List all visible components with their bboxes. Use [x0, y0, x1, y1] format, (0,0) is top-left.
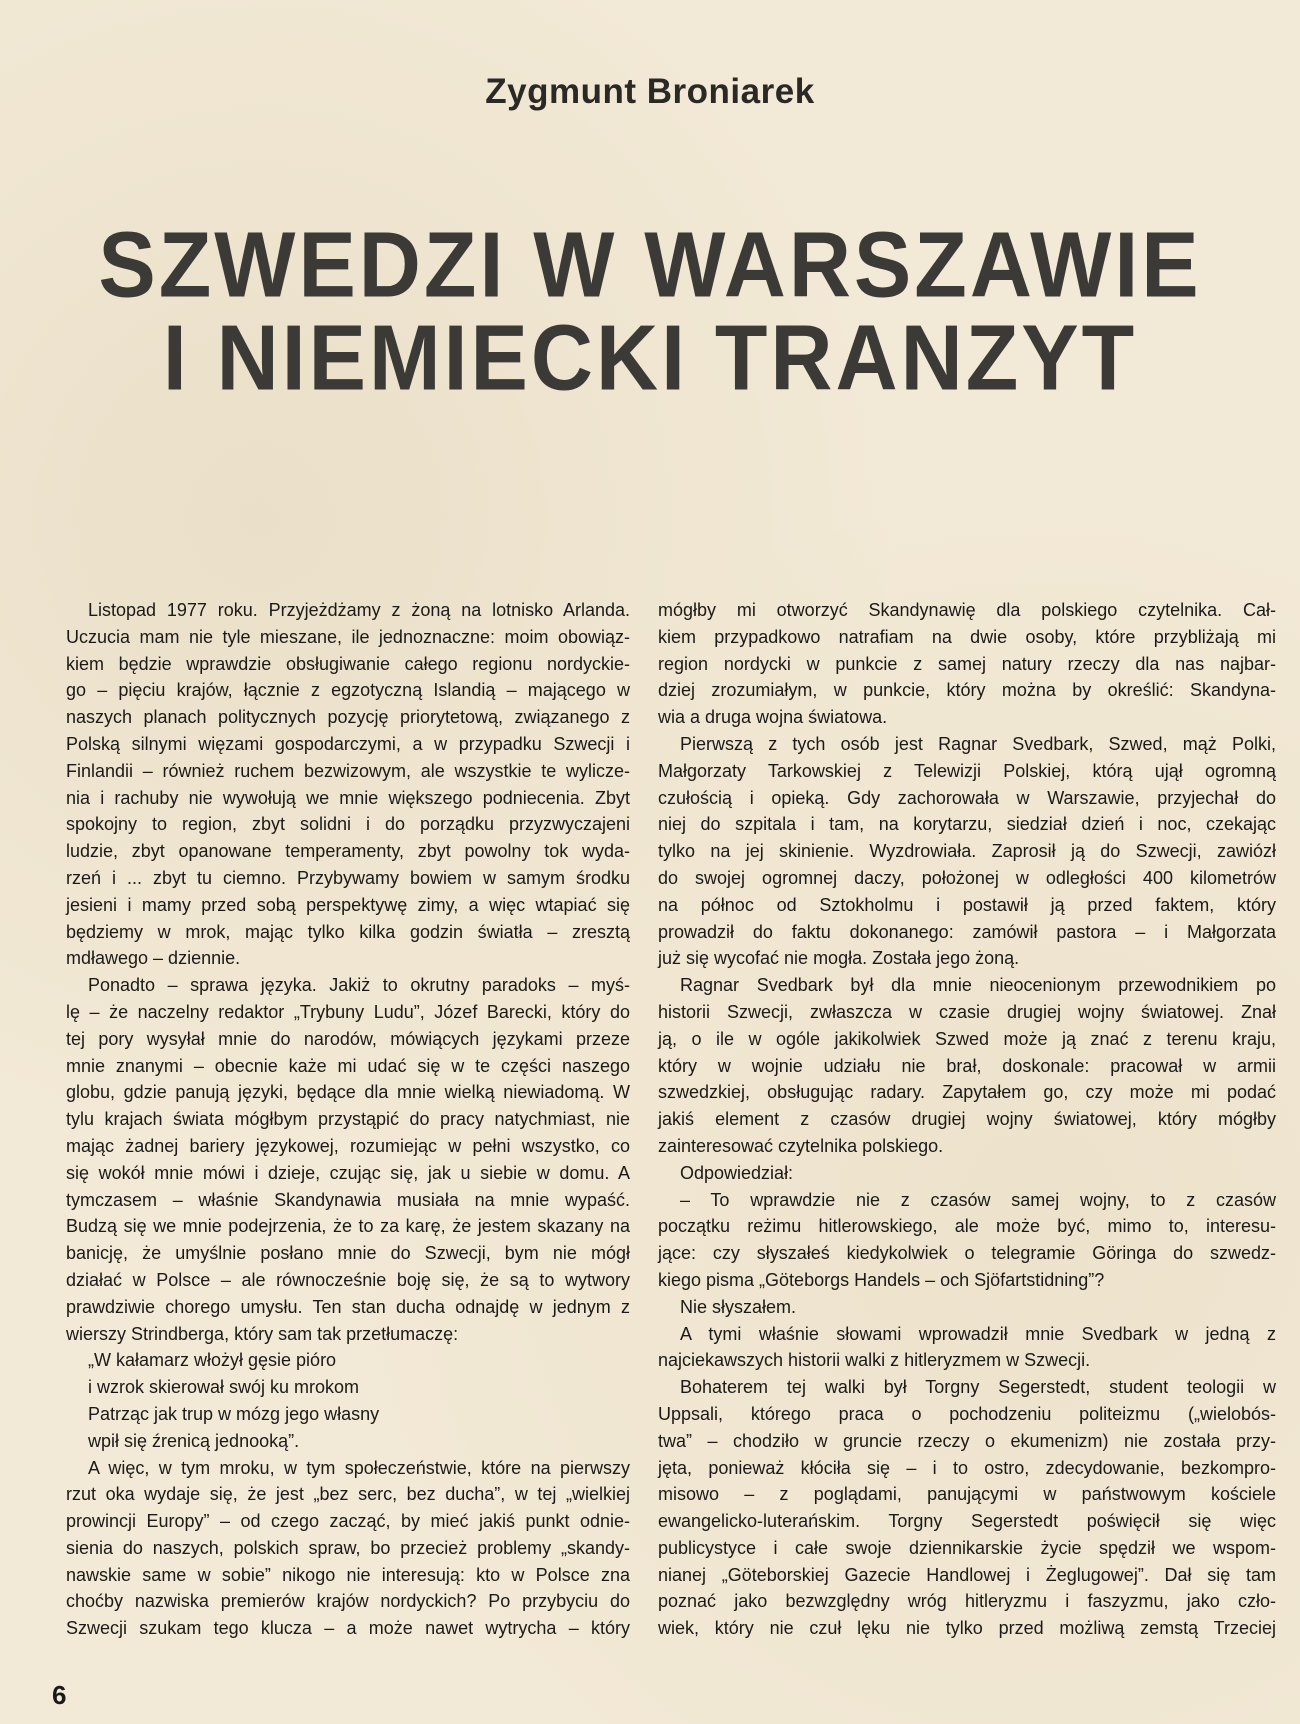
paragraph — [658, 1321, 1276, 1375]
text-line: mdławego – dziennie. — [66, 948, 241, 969]
text-column-right — [658, 597, 1276, 1642]
text-line: i wzrok skierował swój ku mrokom — [88, 1377, 360, 1398]
text-line: prowincji Europy” – od czego zacząć, by mieć jakiś punkt odnie- — [66, 1511, 630, 1532]
text-line: niej do szpitala i tam, na korytarzu, siedział dzień i noc, czekając — [658, 814, 1276, 835]
text-line: najciekawszych historii walki z hitleryzmem w Szwecji. — [658, 1350, 1091, 1371]
text-line: początku reżimu hitlerowskiego, ale może być, mimo to, interesu- — [658, 1216, 1276, 1237]
text-line: nawskie same w sobie” nikogo nie interesują: kto w Polsce zna — [66, 1564, 630, 1585]
text-line: Uczucia mam nie tyle mieszane, ile jednoznaczne: moim obowiąz- — [66, 626, 630, 647]
text-line: jakiś element z czasów drugiej wojny światowej, który mógłby — [658, 1109, 1276, 1130]
text-line: tylko na jej skinienie. Wyzdrowiała. Zaprosił ją do Szwecji, zawiózł — [658, 841, 1276, 862]
text-line: globu, gdzie panują języki, będące dla mnie wielką niewiadomą. W — [66, 1082, 630, 1103]
text-line: sienia do naszych, polskich spraw, bo przecież problemy „skandy- — [66, 1537, 630, 1558]
text-line: tymczasem – właśnie Skandynawia musiała na mnie wypaść. — [66, 1189, 630, 1210]
text-line: szwedzkiej, obsługując radary. Zapytałem go, czy może mi podać — [658, 1082, 1276, 1103]
paragraph — [658, 1160, 1276, 1187]
paragraph — [658, 731, 1276, 972]
text-line: tylu krajach świata mógłbym przystąpić do pracy natychmiast, nie — [66, 1109, 630, 1130]
text-line: jące: czy słyszałeś kiedykolwiek o telegramie Göringa do szwedz- — [658, 1243, 1276, 1264]
article-title-line-2: I NIEMIECKI TRANZYT — [162, 306, 1138, 410]
text-line: prawdziwie chorego umysłu. Ten stan ducha odnajdę w jednym z — [66, 1296, 630, 1317]
text-line: tej pory wysyłał mnie do narodów, mówiących językami przeze — [66, 1028, 630, 1049]
paragraph — [66, 1374, 630, 1401]
text-line: mógłby mi otworzyć Skandynawię dla polskiego czytelnika. Cał- — [658, 600, 1276, 620]
text-line: lę – że naczelny redaktor „Trybuny Ludu”, Józef Barecki, który do — [66, 1001, 630, 1022]
text-line: Pierwszą z tych osób jest Ragnar Svedbark, Szwed, mąż Polki, — [680, 733, 1276, 754]
text-line: Nie słyszałem. — [680, 1296, 797, 1317]
paragraph — [66, 1347, 630, 1374]
text-line: wpił się źrenicą jednooką”. — [88, 1430, 300, 1451]
text-line: jesieni i mamy przed sobą perspektywę zimy, a więc wtapiać się — [66, 894, 630, 915]
text-line: ją, o ile w ogóle jakikolwiek Szwed może ją znać z terenu kraju, — [658, 1028, 1276, 1049]
text-line: twa” – chodziło w gruncie rzeczy o ekumenizm) nie została przy- — [658, 1430, 1276, 1451]
article-title-line-1: SZWEDZI W WARSZAWIE — [98, 213, 1202, 317]
text-line: banicję, że umyślnie posłano mnie do Szwecji, bym nie mógł — [66, 1243, 630, 1264]
text-line: kiem przypadkowo natrafiam na dwie osoby, które przybliżają mi — [658, 626, 1276, 647]
text-line: ludzie, zbyt opanowane temperamenty, zbyt powolny tok wyda- — [66, 841, 630, 862]
text-line: który w wojnie udziału nie brał, doskonale: pracował w armii — [658, 1055, 1276, 1076]
paragraph — [66, 597, 630, 972]
text-line: kiem będzie wprawdzie obsługiwanie całego regionu nordyckie- — [66, 653, 630, 674]
text-line: A tymi właśnie słowami wprowadził mnie Svedbark w jedną z — [680, 1323, 1276, 1344]
paragraph — [658, 1187, 1276, 1294]
text-line: Uppsali, którego praca o pochodzeniu politeizmu („wielobós- — [658, 1403, 1276, 1424]
text-line: go – pięciu krajów, łącznie z egzotyczną Islandią – mającego w — [66, 680, 630, 701]
text-line: poznać jako bezwzględny wróg hitleryzmu i faszyzmu, jako czło- — [658, 1591, 1276, 1612]
text-line: na północ od Sztokholmu i postawił ją przed faktem, który — [658, 894, 1276, 915]
text-line: misowo – z poglądami, panującymi w państwowym kościele — [658, 1484, 1276, 1505]
text-line: Listopad 1977 roku. Przyjeżdżamy z żoną na lotnisko Arlanda. — [88, 600, 630, 620]
text-line: rzut oka wydaje się, że jest „bez serc, bez ducha”, w tej „wielkiej — [66, 1484, 630, 1505]
text-line: wiek, który nie czuł lęku nie tylko przed możliwą zemstą Trzeciej — [658, 1618, 1276, 1639]
text-line: region nordycki w punkcie z samej natury rzeczy dla nas najbar- — [658, 653, 1276, 674]
text-line: do swojej ogromnej daczy, położonej w odległości 400 kilometrów — [658, 867, 1276, 888]
paragraph — [66, 1455, 630, 1643]
page-number: 6 — [52, 1680, 67, 1710]
text-line: działać w Polsce – ale równocześnie boję się, że są to wytwory — [66, 1269, 630, 1290]
text-line: Finlandii – również ruchem bezwizowym, ale wszystkie te wylicze- — [66, 760, 630, 781]
text-line: Bohaterem tej walki był Torgny Segerstedt, student teologii w — [680, 1377, 1276, 1398]
text-line: kiego pisma „Göteborgs Handels – och Sjöfartstidning”? — [658, 1269, 1105, 1290]
text-line: publicystyce i całe swoje dziennikarskie życie spędził we wspom- — [658, 1537, 1276, 1558]
text-line: będziemy w mrok, mając tylko kilka godzin światła – zresztą — [66, 921, 630, 942]
paragraph — [658, 1294, 1276, 1321]
text-line: Patrząc jak trup w mózg jego własny — [88, 1403, 380, 1424]
text-line: „W kałamarz włożył gęsie pióro — [88, 1350, 337, 1371]
text-line: mnie znanymi – obecnie każe mi udać się w te części naszego — [66, 1055, 630, 1076]
text-line: zainteresować czytelnika polskiego. — [658, 1135, 944, 1156]
text-line: Małgorzaty Tarkowskiej z Telewizji Polskiej, którą ujął ogromną — [658, 760, 1276, 781]
paragraph — [66, 1401, 630, 1428]
text-line: jęta, ponieważ kłóciła się – i to ostro, zdecydowanie, bezkompro- — [658, 1457, 1276, 1478]
text-line: historii Szwecji, zwłaszcza w czasie drugiej wojny światowej. Znał — [658, 1001, 1276, 1022]
paragraph — [658, 1374, 1276, 1642]
paragraph — [66, 972, 630, 1347]
text-line: nia i rachuby nie wywołują we mnie większego podniecenia. Zbyt — [66, 787, 630, 808]
text-line: Ponadto – sprawa języka. Jakiż to okrutny paradoks – myś- — [88, 975, 630, 996]
text-line: spokojny to region, zbyt solidni i do porządku przyzwyczajeni — [66, 814, 630, 835]
text-line: nianej „Göteborskiej Gazecie Handlowej i Żeglugowej”. Dał się tam — [658, 1564, 1276, 1585]
text-line: już się wycofać nie mogła. Została jego żoną. — [658, 948, 1020, 969]
article-author: Zygmunt Broniarek — [485, 72, 815, 111]
text-line: mając żadnej bariery językowej, rozumiejąc w pełni wszystko, co — [66, 1135, 630, 1156]
text-line: Budzą się we mnie podejrzenia, że to za karę, że jestem skazany na — [66, 1216, 630, 1237]
text-line: choćby nazwiska premierów krajów nordyckich? Po przybyciu do — [66, 1591, 630, 1612]
text-line: wierszy Strindberga, który sam tak przetłumaczę: — [66, 1323, 459, 1344]
text-line: Szwecji szukam tego klucza – a może nawet wytrycha – który — [66, 1618, 630, 1639]
paragraph — [658, 597, 1276, 731]
text-line: ewangelicko-luterańskim. Torgny Segerstedt poświęcił się więc — [658, 1511, 1276, 1532]
text-line: wia a druga wojna światowa. — [658, 707, 888, 728]
paragraph — [658, 972, 1276, 1160]
text-line: dziej zrozumiałym, w punkcie, który można by określić: Skandyna- — [658, 680, 1276, 701]
text-line: A więc, w tym mroku, w tym społeczeństwie, które na pierwszy — [88, 1457, 630, 1478]
text-line: Polską silnymi więzami gospodarczymi, a w przypadku Szwecji i — [66, 733, 630, 754]
text-line: Ragnar Svedbark był dla mnie nieocenionym przewodnikiem po — [680, 975, 1276, 996]
text-line: czułością i opieką. Gdy zachorowała w Warszawie, przyjechał do — [658, 787, 1276, 808]
text-line: się wokół mnie mówi i dzieje, czując się, jak u siebie w domu. A — [66, 1162, 630, 1183]
text-line: – To wprawdzie nie z czasów samej wojny, to z czasów — [680, 1189, 1276, 1210]
paragraph — [66, 1428, 630, 1455]
text-column-left — [66, 597, 630, 1642]
text-line: prowadził do faktu dokonanego: zamówił pastora – i Małgorzata — [658, 921, 1276, 942]
text-line: Odpowiedział: — [680, 1162, 794, 1183]
text-line: naszych planach politycznych pozycję priorytetową, związanego z — [66, 707, 630, 728]
text-line: rzeń i ... zbyt tu ciemno. Przybywamy bowiem w samym środku — [66, 867, 630, 888]
